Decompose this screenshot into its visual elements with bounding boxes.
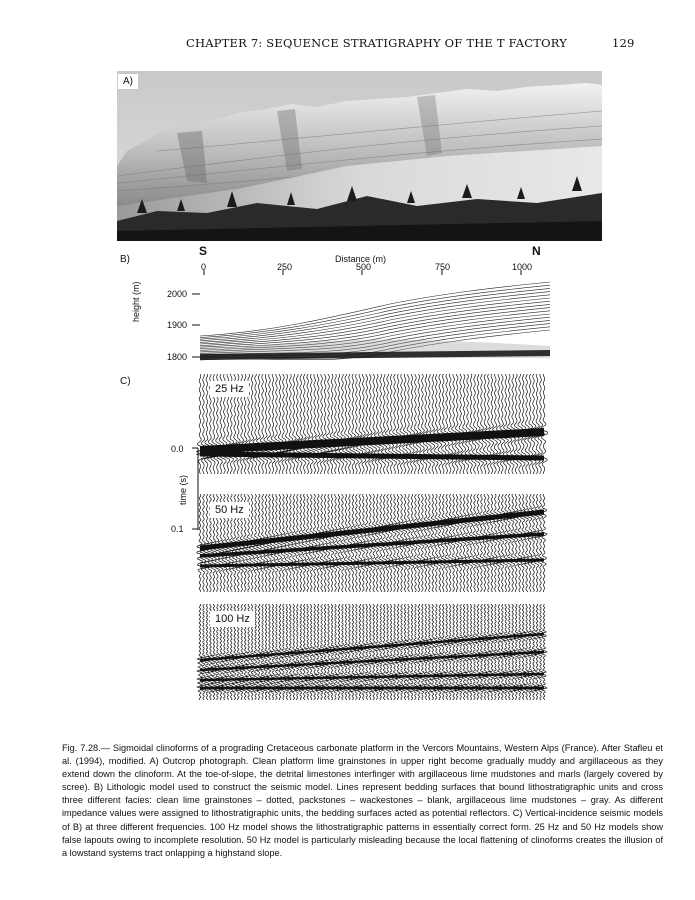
chapter-header: CHAPTER 7: SEQUENCE STRATIGRAPHY OF THE T FACTORY <box>186 36 568 50</box>
distance-ticks <box>204 270 521 275</box>
seismic-trace <box>427 604 433 700</box>
seismic-trace <box>461 494 467 592</box>
panel-c-label: C) <box>120 376 131 387</box>
bedding-line <box>200 292 550 341</box>
seismic-trace <box>429 604 436 700</box>
height-ticks <box>192 294 200 357</box>
seismic-trace <box>448 604 453 700</box>
outcrop-photograph <box>117 71 602 241</box>
seismic-trace <box>537 494 544 592</box>
seismic-trace <box>387 374 394 474</box>
seismic-trace <box>291 494 297 592</box>
seismic-traces-25hz <box>196 374 548 474</box>
seismic-trace <box>389 604 394 700</box>
x-tick-0: 0 <box>201 262 207 272</box>
seismic-trace <box>371 604 377 700</box>
seismic-trace <box>333 494 340 592</box>
seismic-trace <box>465 494 471 592</box>
seismic-trace <box>384 374 391 474</box>
seismic-trace <box>346 494 352 592</box>
seismic-trace <box>440 494 446 592</box>
panel-b-label: B) <box>120 254 130 265</box>
y-tick-2000: 2000 <box>167 289 188 299</box>
seismic-trace <box>284 494 291 592</box>
lithologic-model <box>190 270 562 365</box>
seismic-trace <box>409 604 415 700</box>
frequency-label-100hz: 100 Hz <box>210 611 255 627</box>
bedding-line <box>200 295 550 343</box>
x-tick-250: 250 <box>277 262 293 272</box>
panel-a-label: A) <box>118 74 138 89</box>
seismic-panel-50hz <box>196 494 548 592</box>
distance-axis-title: Distance (m) <box>335 254 387 264</box>
seismic-trace <box>353 374 360 474</box>
figure-caption: Fig. 7.28.— Sigmoidal clinoforms of a prograding Cretaceous carbonate platform in the Vercors Mountains, Western Alps (France). After Stafleu et al. (1994), modified. A) Outcrop photograph. Clean platform lime grainstones in upper right become gradually muddy and argillaceous as they extend down the clinoform. At the toe-of-slope, the detrital limestones interfinger with argillaceous lime mudstones and marls (largely covered by scree). B) Lithologic model used to construct the seismic model. Lines represent bedding surfaces that bound lithostratigraphic units and cross three different facies: clean lime grainstones – dotted, packstones – wackestones – blank, argillaceous lime mudstones – gray. As different impedance values were assigned to lithostratigraphic units, the bedding surfaces acted as potential reflectors. C) Vertical-incidence seismic models of B) at three different frequencies. 100 Hz model shows the lithostratigraphic patterns in essentially correct form. 25 Hz and 50 Hz models show false lapouts owing to incomplete resolution. 50 Hz model is particularly misleading because the local flattening of clinoforms creates the illusion of a lowstand systems tract onlapping a highstand slope. <box>62 743 663 858</box>
seismic-trace <box>197 494 203 592</box>
seismic-trace <box>329 494 335 592</box>
page-number: 129 <box>612 36 635 50</box>
seismic-trace <box>300 374 308 474</box>
seismic-trace <box>342 374 350 474</box>
bedding-line <box>200 282 550 336</box>
seismic-trace <box>451 494 457 592</box>
seismic-trace <box>485 494 491 592</box>
seismic-traces-50hz <box>196 494 548 592</box>
south-label: S <box>199 244 208 258</box>
seismic-panel-25hz <box>196 374 548 474</box>
frequency-label-25hz: 25 Hz <box>210 381 249 397</box>
seismic-trace <box>346 374 353 474</box>
y-tick-1900: 1900 <box>167 320 188 330</box>
time-axis-title: time (s) <box>178 475 188 505</box>
seismic-trace <box>343 494 349 592</box>
x-tick-750: 750 <box>435 262 451 272</box>
seismic-trace <box>385 604 391 700</box>
time-tick-0-1: 0.1 <box>171 524 184 534</box>
seismic-trace <box>312 494 318 592</box>
frequency-label-50hz: 50 Hz <box>210 502 249 518</box>
seismic-trace <box>356 374 363 474</box>
seismic-panel-100hz <box>196 604 548 700</box>
seismic-trace <box>294 494 300 592</box>
outcrop-photo-drawing <box>117 71 602 241</box>
height-axis-title: height (m) <box>131 281 141 322</box>
x-tick-1000: 1000 <box>512 262 533 272</box>
north-label: N <box>532 244 541 258</box>
time-tick-0: 0.0 <box>171 444 184 454</box>
bedding-line <box>200 288 550 339</box>
seismic-reflector <box>200 687 544 690</box>
seismic-trace <box>367 494 374 592</box>
seismic-trace <box>513 494 520 592</box>
seismic-trace <box>391 374 398 474</box>
seismic-trace <box>468 604 473 700</box>
seismic-trace <box>424 604 429 700</box>
x-tick-500: 500 <box>356 262 372 272</box>
y-tick-1800: 1800 <box>167 352 188 362</box>
seismic-trace <box>420 604 426 700</box>
bedding-line <box>200 298 550 344</box>
